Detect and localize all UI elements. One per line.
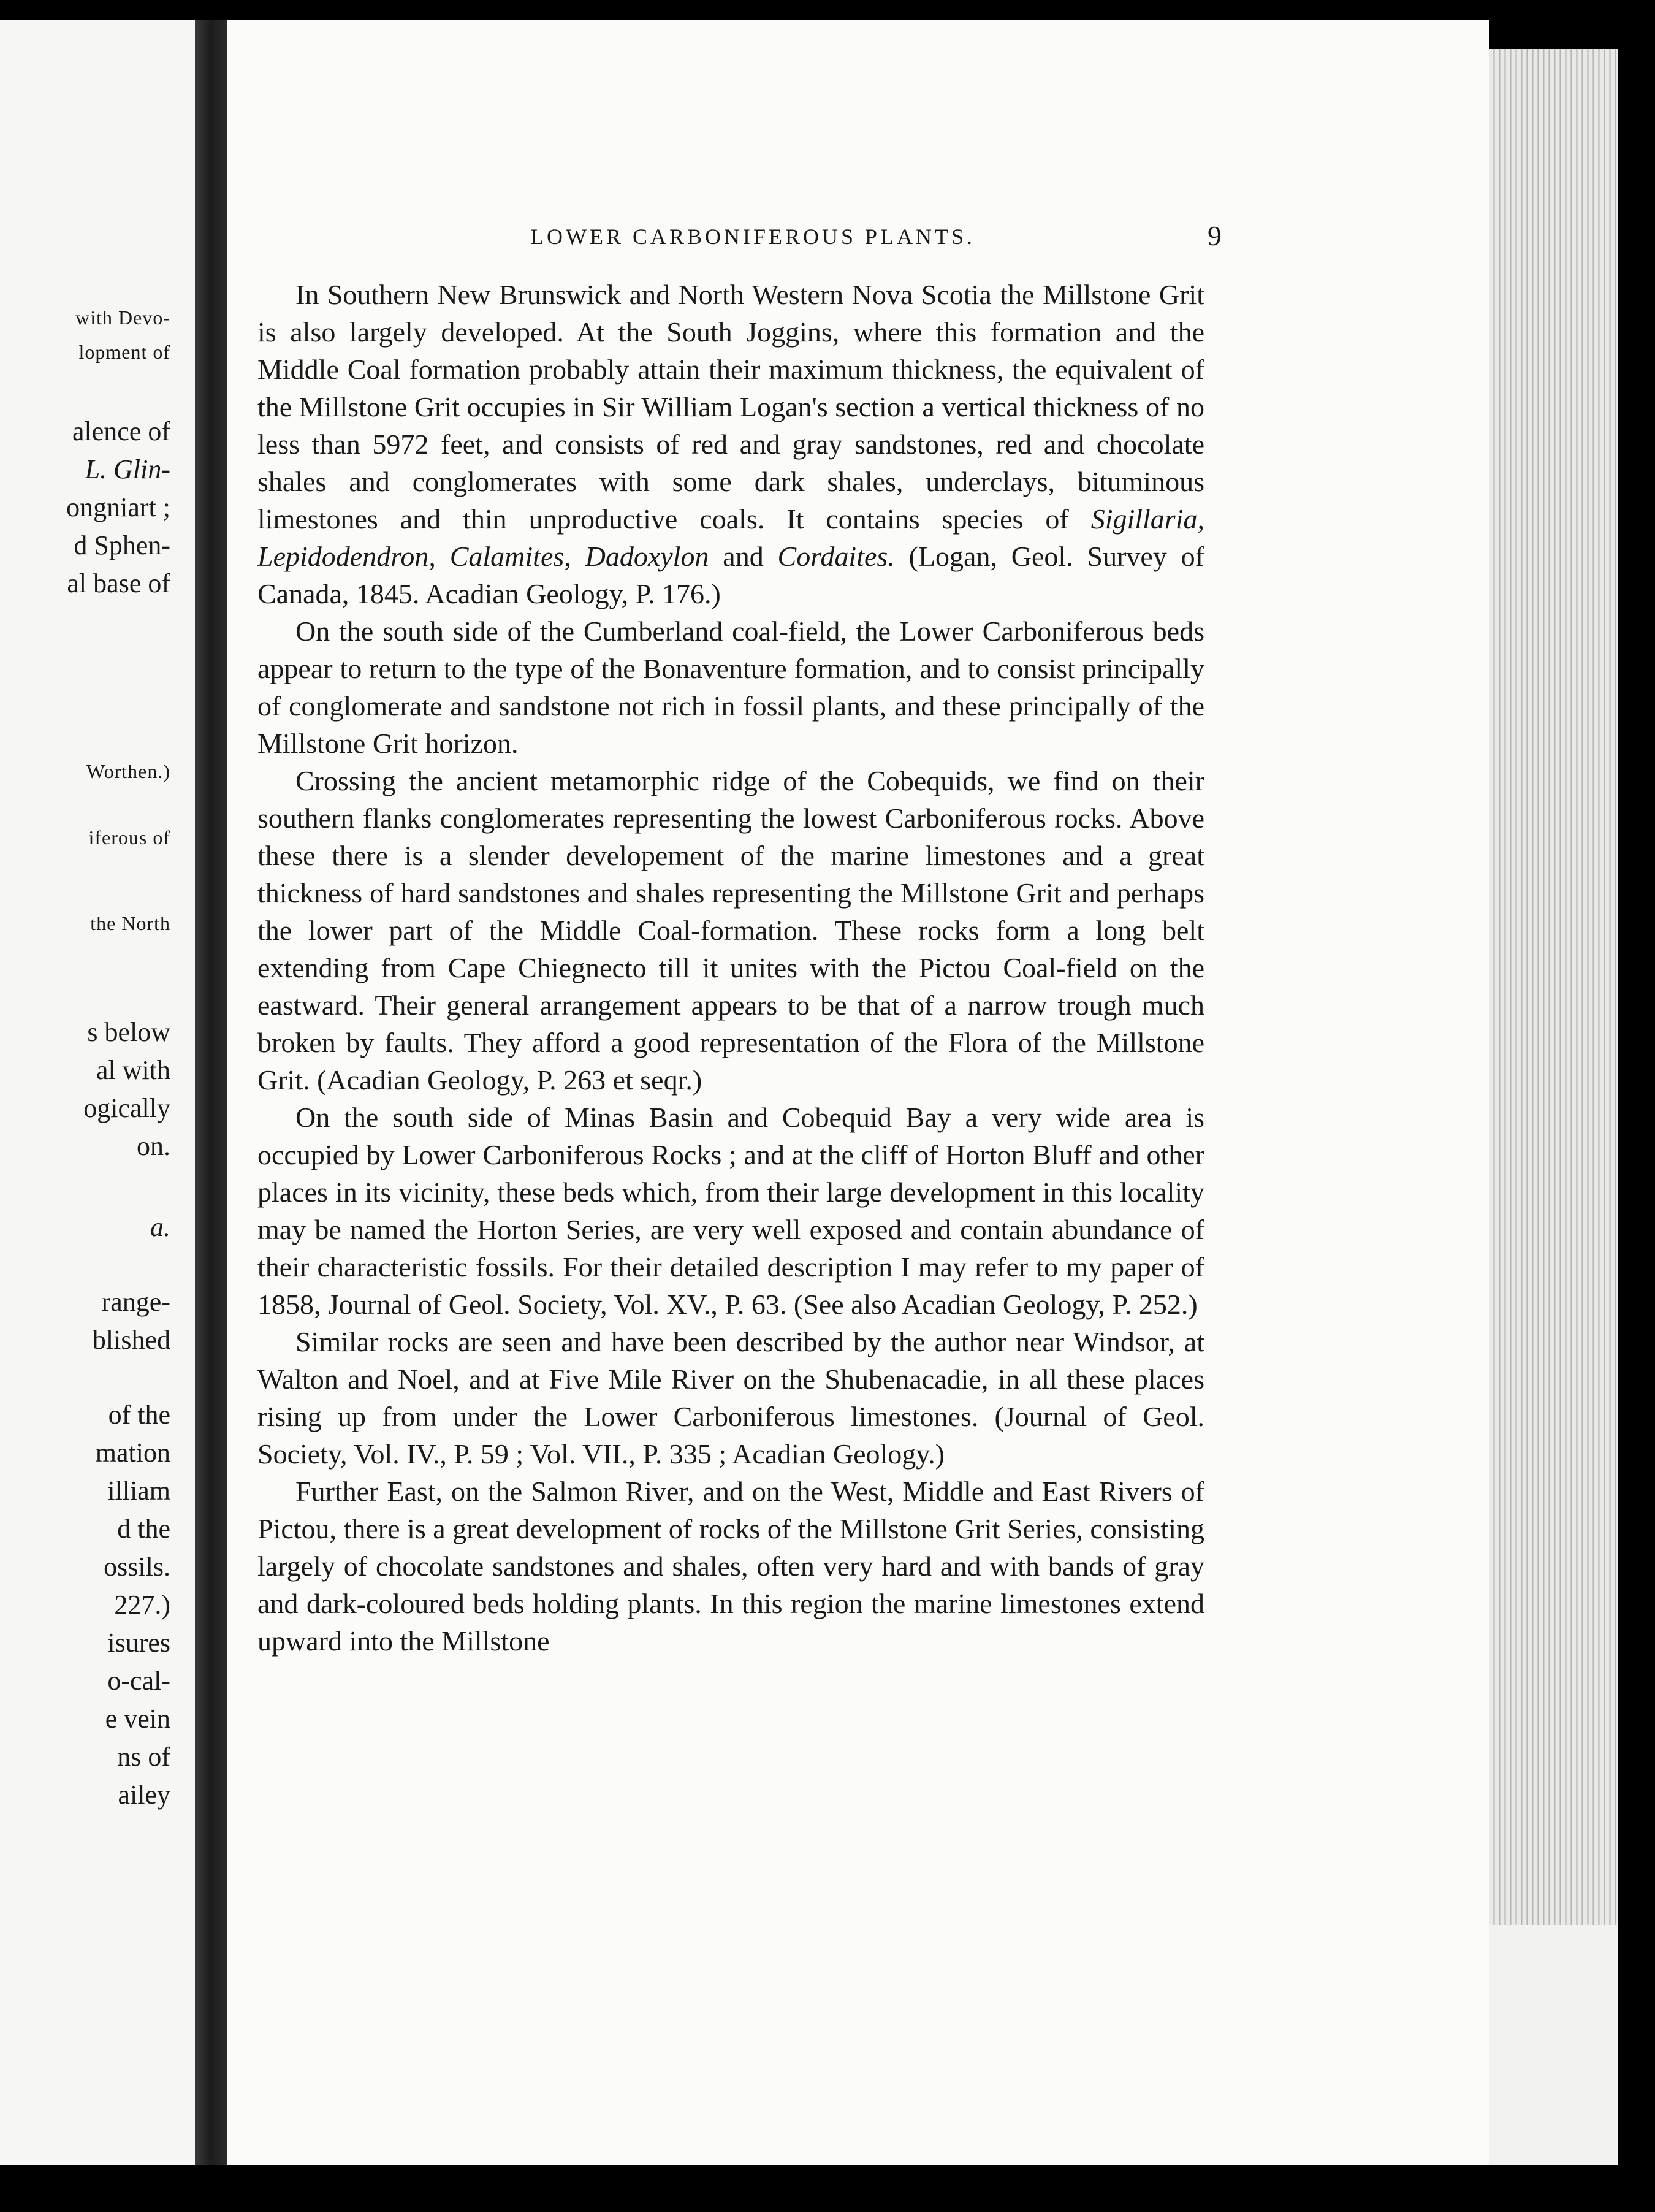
paragraph	[257, 1099, 1204, 1323]
facing-page-line: s below	[87, 1017, 170, 1047]
paragraph-text: and	[709, 541, 778, 572]
facing-page-line: blished	[92, 1325, 170, 1355]
paragraph-text: On the south side of the Cumberland coal-field, the Lower Carboniferous beds appear to return to the type of the Bonaventure formation, and to consist principally of conglomerate and sandstone not rich in fossil plants, and these principally of the Millstone Grit horizon.	[257, 616, 1204, 759]
facing-page-line: e vein	[105, 1704, 170, 1734]
paragraph	[257, 762, 1204, 1099]
paragraph	[257, 1473, 1204, 1660]
facing-page-line: isures	[107, 1628, 170, 1658]
facing-page-line: o-cal-	[107, 1666, 170, 1696]
paragraph-text: Further East, on the Salmon River, and on the West, Middle and East Rivers of Pictou, there is a great development of rocks of the Millstone Grit Series, consisting largely of chocolate sandstones and shales, often very hard and with bands of gray and dark-coloured beds holding plants. In this region the marine limestones extend upward into the Millstone	[257, 1476, 1204, 1657]
paragraph	[257, 612, 1204, 762]
facing-page-line: ailey	[118, 1780, 170, 1810]
paragraph	[257, 276, 1204, 612]
facing-page-line: ns of	[117, 1742, 170, 1772]
paragraph-text: (Logan, Geol. Survey of Canada, 1845. Acadian Geology, P. 176.)	[257, 541, 1204, 609]
facing-page-line: al base of	[67, 568, 170, 598]
body-text	[257, 276, 1204, 1660]
running-head: LOWER CARBONIFEROUS PLANTS.	[530, 224, 976, 249]
page-number: 9	[1208, 220, 1222, 251]
page-edges-lower	[1490, 1925, 1618, 2165]
facing-page-line: mation	[95, 1438, 170, 1468]
facing-page-line: range-	[101, 1287, 170, 1317]
genus-names: Cordaites.	[777, 541, 895, 572]
facing-page-line: d Sphen-	[74, 530, 170, 560]
paragraph-text: On the south side of Minas Basin and Cobequid Bay a very wide area is occupied by Lower Carboniferous Rocks ; and at the cliff of Horton Bluff and other places in its vicinity, these beds which, from their large development in this locality may be named the Horton Series, are very well exposed and contain abundance of their characteristic fossils. For their detailed description I may refer to my paper of 1858, Journal of Geol. Society, Vol. XV., P. 63. (See also Acadian Geology, P. 252.)	[257, 1102, 1204, 1320]
facing-page-line: iferous of	[88, 826, 170, 849]
facing-page-line: L. Glin-	[85, 454, 170, 484]
paragraph-text: Similar rocks are seen and have been described by the author near Windsor, at Walton and Noel, and at Five Mile River on the Shubenacadie, in all these places rising up from under the Lower Carboniferous limestones. (Journal of Geol. Society, Vol. IV., P. 59 ; Vol. VII., P. 335 ; Acadian Geology.)	[257, 1326, 1204, 1470]
facing-page-line: 227.)	[114, 1590, 170, 1620]
facing-page-line: alence of	[72, 416, 170, 446]
paragraph-text: Crossing the ancient metamorphic ridge of the Cobequids, we find on their southern flanks conglomerates representing the lowest Carboniferous rocks. Above these there is a slender developement of the marine limestones and a great thickness of hard sandstones and shales representing the Millstone Grit and perhaps the lower part of the Middle Coal-formation. These rocks form a long belt extending from Cape Chiegnecto till it unites with the Pictou Coal-field on the eastward. Their general arrangement appears to be that of a narrow trough much broken by faults. They afford a good representation of the Flora of the Millstone Grit. (Acadian Geology, P. 263 et seqr.)	[257, 765, 1204, 1096]
facing-page-line: ossils.	[104, 1552, 170, 1582]
facing-page-fragment	[0, 20, 195, 2165]
book-gutter	[195, 20, 227, 2165]
page-edges	[1490, 49, 1618, 1925]
facing-page-line: ongniart ;	[66, 492, 170, 522]
facing-page-line: lopment of	[78, 341, 170, 363]
facing-page-line: ogically	[83, 1093, 170, 1123]
facing-page-line: with Devo-	[75, 307, 170, 329]
facing-page-line: the North	[90, 912, 170, 934]
paragraph-text: In Southern New Brunswick and North Western Nova Scotia the Millstone Grit is also largely developed. At the South Joggins, where this formation and the Middle Coal formation probably attain their maximum thickness, the equivalent of the Millstone Grit occupies in Sir William Logan's section a vertical thickness of no less than 5972 feet, and consists of red and gray sandstones, red and chocolate shales and conglomerates with some dark shales, underclays, bituminous limestones and thin unproductive coals. It contains species of	[257, 279, 1204, 535]
facing-page-line: on.	[137, 1131, 170, 1161]
facing-page-line: Worthen.)	[86, 760, 170, 782]
facing-page-line: of the	[108, 1400, 170, 1430]
facing-page-line: d the	[117, 1514, 170, 1544]
facing-page-line: al with	[96, 1055, 170, 1085]
paragraph	[257, 1323, 1204, 1473]
facing-page-line: a.	[150, 1212, 170, 1242]
facing-page-line: illiam	[107, 1476, 170, 1506]
genus-names: Sigillaria, Lepidodendron, Calamites, Dadoxylon	[257, 503, 1204, 572]
